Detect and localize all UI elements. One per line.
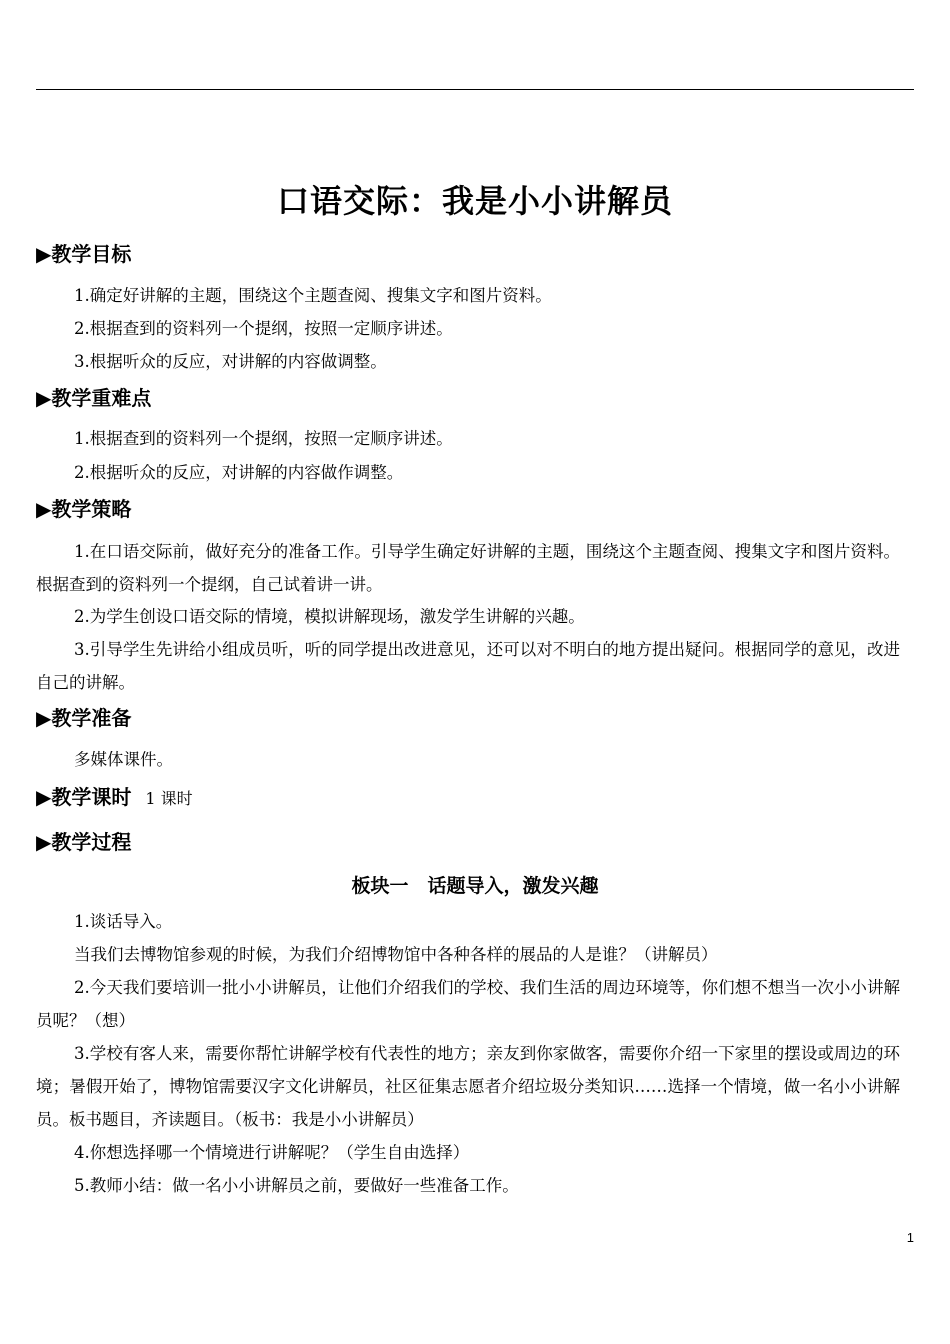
heading-class-hours xyxy=(36,782,193,814)
heading-strategy: ▶教学策略 xyxy=(36,497,132,521)
header-rule xyxy=(36,89,914,90)
class-hours-label: ▶教学课时 xyxy=(36,785,132,809)
strategy-item-2: 2.为学生创设口语交际的情境，模拟讲解现场，激发学生讲解的兴趣。 xyxy=(74,607,585,626)
process-item-6: 5.教师小结：做一名小小讲解员之前，要做好一些准备工作。 xyxy=(74,1176,519,1195)
goal-item-2: 2.根据查到的资料列一个提纲，按照一定顺序讲述。 xyxy=(74,319,453,338)
process-item-2: 当我们去博物馆参观的时候，为我们介绍博物馆中各种各样的展品的人是谁？（讲解员） xyxy=(74,945,718,964)
strategy-item-1: 1.在口语交际前，做好充分的准备工作。引导学生确定好讲解的主题，围绕这个主题查阅、搜集文字和图片资料。根据查到的资料列一个提纲，自己试着讲一讲。 xyxy=(36,542,900,594)
heading-process: ▶教学过程 xyxy=(36,830,132,854)
goal-item-1: 1.确定好讲解的主题，围绕这个主题查阅、搜集文字和图片资料。 xyxy=(74,286,552,305)
heading-teaching-goals: ▶教学目标 xyxy=(36,242,132,266)
key-point-item-1: 1.根据查到的资料列一个提纲，按照一定顺序讲述。 xyxy=(74,429,453,448)
key-point-item-2: 2.根据听众的反应，对讲解的内容做作调整。 xyxy=(74,463,404,482)
heading-key-points: ▶教学重难点 xyxy=(36,386,152,410)
page-title: 口语交际：我是小小讲解员 xyxy=(276,182,673,220)
goal-item-3: 3.根据听众的反应，对讲解的内容做调整。 xyxy=(74,352,387,371)
process-item-4: 3.学校有客人来，需要你帮忙讲解学校有代表性的地方；亲友到你家做客，需要你介绍一下家里的摆设或周边的环境；暑假开始了，博物馆需要汉字文化讲解员，社区征集志愿者介绍垃圾分类知识……选择一个情境，做一名小小讲解员。板书题目，齐读题目。（板书：我是小小讲解员） xyxy=(36,1044,900,1129)
heading-preparation: ▶教学准备 xyxy=(36,706,132,730)
page-number: 1 xyxy=(906,1230,914,1245)
process-item-1: 1.谈话导入。 xyxy=(74,912,173,931)
class-hours-value: 1 课时 xyxy=(145,789,193,808)
strategy-item-3: 3.引导学生先讲给小组成员听，听的同学提出改进意见，还可以对不明白的地方提出疑问。根据同学的意见，改进自己的讲解。 xyxy=(36,640,900,692)
block-one-title: 板块一 话题导入，激发兴趣 xyxy=(351,875,599,897)
process-item-5: 4.你想选择哪一个情境进行讲解呢？（学生自由选择） xyxy=(74,1143,470,1162)
preparation-item-1: 多媒体课件。 xyxy=(74,750,173,769)
process-item-3: 2.今天我们要培训一批小小讲解员，让他们介绍我们的学校、我们生活的周边环境等，你们想不想当一次小小讲解员呢？（想） xyxy=(36,978,900,1030)
